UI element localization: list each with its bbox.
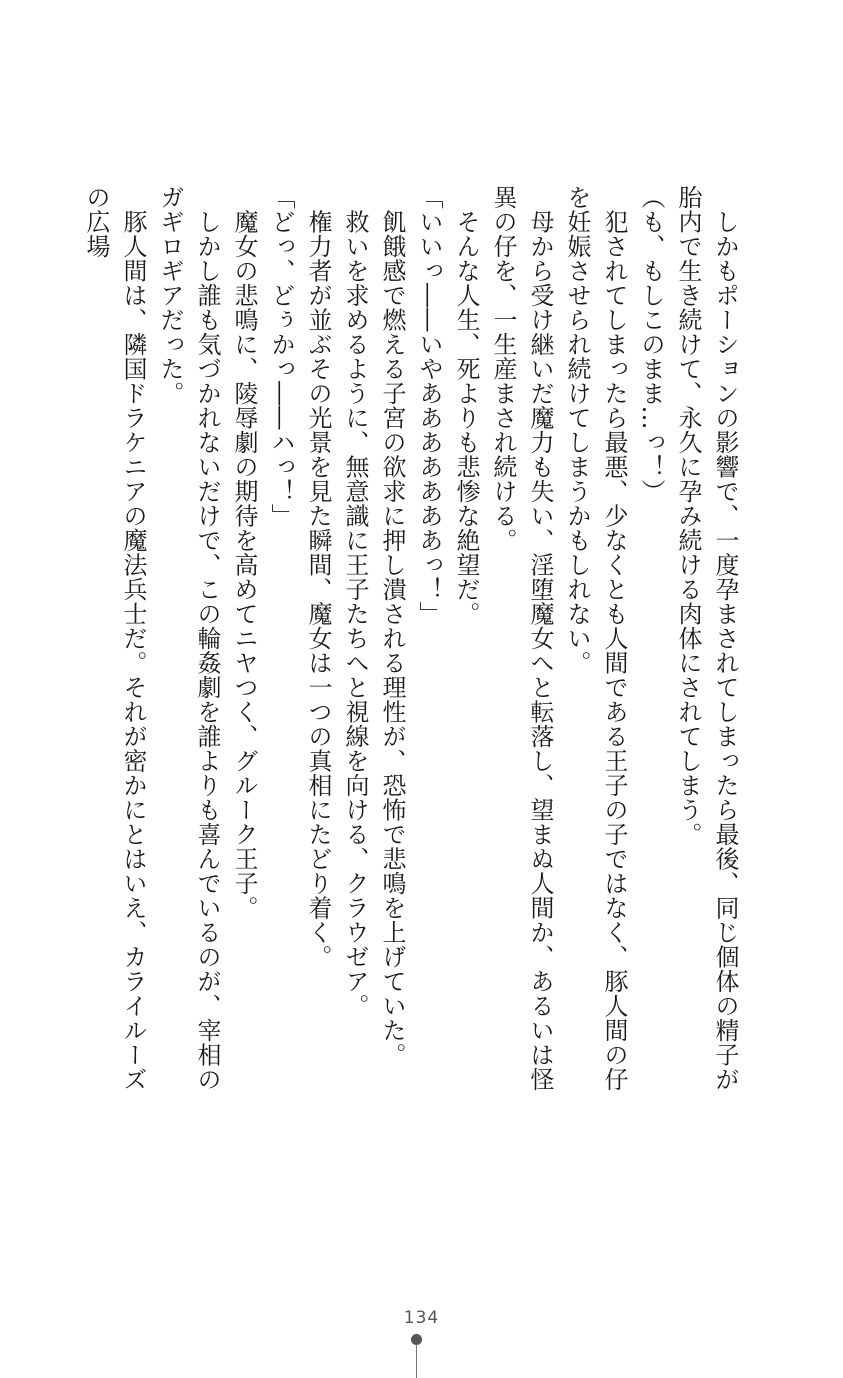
paragraph: しかもポーションの影響で、一度孕まされてしまったら最後、同じ個体の精子が胎内で生き続けて、永久に孕み続ける肉体にされてしまう。 bbox=[674, 185, 739, 1092]
paragraph: 豚人間は、隣国ドラケニアの魔法兵士だ。それが密かにとはいえ、カライルーズの広場 bbox=[82, 185, 147, 1092]
paragraph: 犯されてしまったら最悪、少なくとも人間である王子の子ではなく、豚人間の仔を妊娠させられ続けてしまうかもしれない。 bbox=[563, 185, 628, 1092]
paragraph: （も、もしこのまま…っ！） bbox=[637, 185, 665, 504]
paragraph: 母から受け継いだ魔力も失い、淫堕魔女へと転落し、望まぬ人間か、あるいは怪異の仔を、一生産まされ続ける。 bbox=[489, 185, 554, 1092]
paragraph: 救いを求めるように、無意識に王子たちへと視線を向ける、クラウゼア。 bbox=[341, 185, 369, 1018]
page-number: 134 bbox=[403, 1308, 440, 1328]
paragraph: 「いいっ――いやあああああああっ！」 bbox=[415, 185, 443, 626]
body-text bbox=[77, 185, 743, 1115]
paragraph: 魔女の悲鳴に、陵辱劇の期待を高めてニヤつく、グルーク王子。 bbox=[230, 185, 258, 920]
page-marker-line bbox=[416, 1344, 417, 1378]
paragraph: 権力者が並ぶその光景を見た瞬間、魔女は一つの真相にたどり着く。 bbox=[304, 185, 332, 969]
paragraph: 飢餓感で燃える子宮の欲求に押し潰される理性が、恐怖で悲鳴を上げていた。 bbox=[378, 185, 406, 1067]
paragraph: そんな人生、死よりも悲惨な絶望だ。 bbox=[452, 185, 480, 626]
paragraph: 「どっ、どぅかっ――ハっ！」 bbox=[267, 185, 295, 528]
paragraph: しかし誰も気づかれないだけで、この輪姦劇を誰よりも喜んでいるのが、宰相のガギロギアだった。 bbox=[156, 185, 221, 1092]
